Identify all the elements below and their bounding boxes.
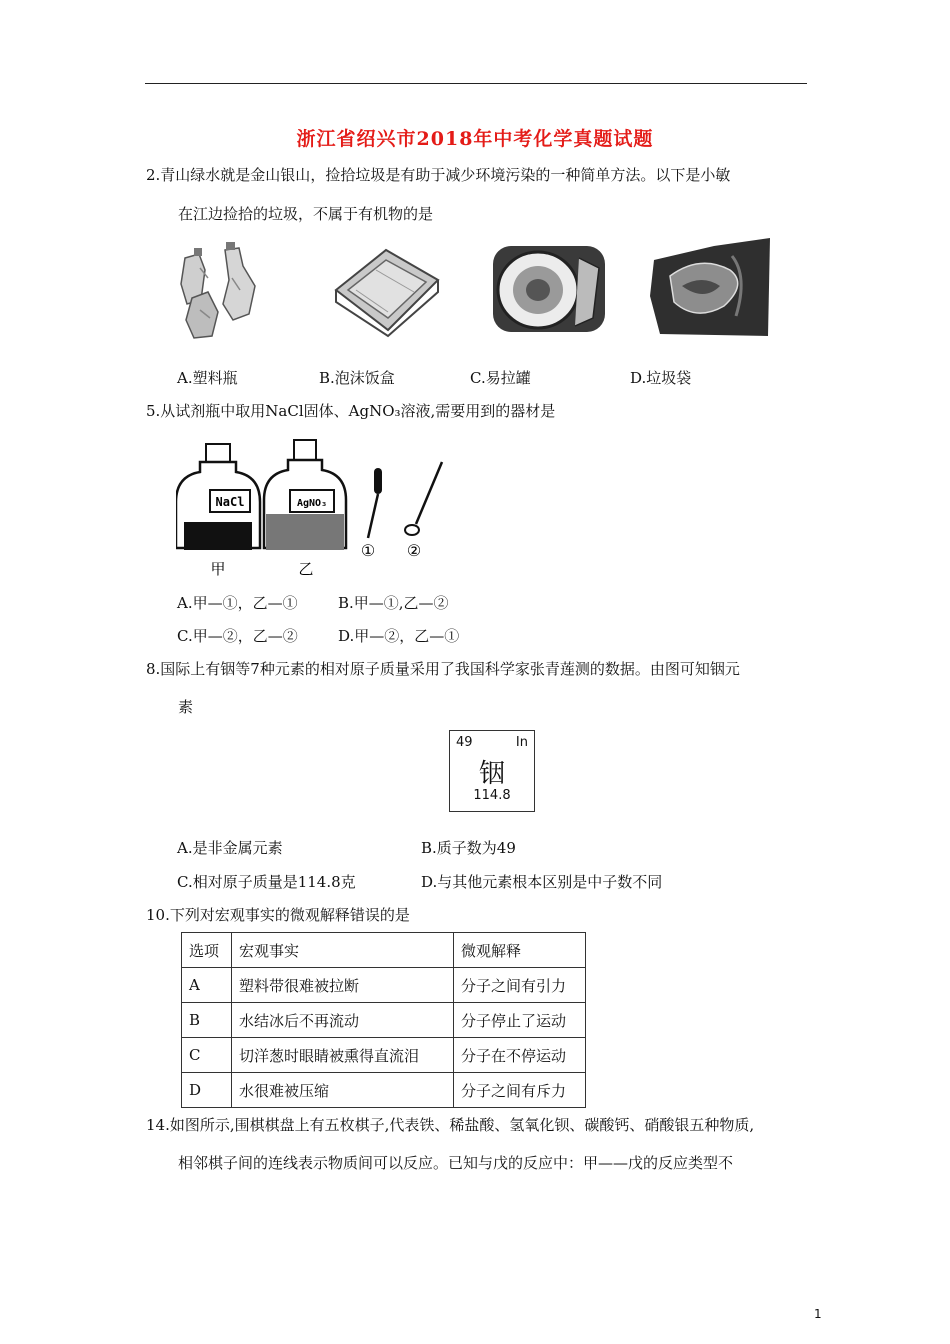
bottle1-label: NaCl bbox=[215, 495, 245, 509]
table-cell: 分子停止了运动 bbox=[454, 1003, 586, 1038]
q2-line1: 2.青山绿水就是金山银山，捡拾垃圾是有助于减少环境污染的一种简单方法。以下是小敏 bbox=[146, 166, 731, 184]
nacl-bottle bbox=[176, 444, 260, 550]
table-cell: C bbox=[182, 1038, 232, 1073]
tool1-label: ① bbox=[360, 541, 376, 560]
q2-option-a: A.塑料瓶 bbox=[177, 369, 238, 387]
q8-option-a: A.是非金属元素 bbox=[177, 839, 283, 857]
q14-line2: 相邻棋子间的连线表示物质间可以反应。已知与戊的反应中：甲——戊的反应类型不 bbox=[178, 1154, 734, 1172]
q8-option-d: D.与其他元素根本区别是中子数不同 bbox=[421, 873, 663, 891]
dropper-tool bbox=[368, 468, 382, 538]
header-cell: 宏观事实 bbox=[232, 933, 454, 968]
header-cell: 微观解释 bbox=[454, 933, 586, 968]
q2-option-d: D.垃圾袋 bbox=[630, 369, 692, 387]
q5-option-c: C.甲—②，乙—② bbox=[177, 627, 298, 645]
element-symbol: In bbox=[515, 735, 528, 750]
page-number: 1 bbox=[814, 1307, 822, 1321]
q5-line1: 5.从试剂瓶中取用NaCl固体、AgNO₃溶液,需要用到的器材是 bbox=[146, 402, 556, 420]
element-card-indium bbox=[449, 730, 535, 812]
table-cell: B bbox=[182, 1003, 232, 1038]
q5-option-a: A.甲—①，乙—① bbox=[177, 594, 298, 612]
table-cell: A bbox=[182, 968, 232, 1003]
q8-line1: 8.国际上有铟等7种元素的相对原子质量采用了我国科学家张青莲测的数据。由图可知铟元 bbox=[146, 660, 740, 678]
q5-option-b: B.甲—①,乙—② bbox=[338, 594, 449, 612]
table-cell: 水很难被压缩 bbox=[232, 1073, 454, 1108]
table-cell: 水结冰后不再流动 bbox=[232, 1003, 454, 1038]
page-title: 浙江省绍兴市2018年中考化学真题试题 bbox=[296, 128, 654, 150]
reagent-bottles-figure bbox=[176, 438, 466, 580]
tool2-label: ② bbox=[406, 541, 422, 560]
bottle1-name: 甲 bbox=[210, 560, 226, 578]
garbage-bag-image bbox=[642, 236, 774, 340]
table-cell: 分子之间有斥力 bbox=[454, 1073, 586, 1108]
table-header-row bbox=[182, 933, 586, 968]
table-cell: D bbox=[182, 1073, 232, 1108]
table-row bbox=[182, 1038, 586, 1073]
q8-option-b: B.质子数为49 bbox=[421, 839, 516, 857]
atomic-number: 49 bbox=[456, 735, 473, 750]
table-row bbox=[182, 1073, 586, 1108]
q8-line2: 素 bbox=[178, 698, 194, 716]
header-cell: 选项 bbox=[182, 933, 232, 968]
table-row bbox=[182, 968, 586, 1003]
table-cell: 分子之间有引力 bbox=[454, 968, 586, 1003]
spoon-tool bbox=[405, 462, 442, 535]
table-cell: 塑料带很难被拉断 bbox=[232, 968, 454, 1003]
q2-line2: 在江边捡拾的垃圾，不属于有机物的是 bbox=[178, 205, 434, 223]
bottle2-name: 乙 bbox=[298, 560, 314, 578]
agno3-bottle bbox=[264, 440, 346, 550]
foam-box-image bbox=[326, 240, 444, 338]
q2-option-c: C.易拉罐 bbox=[470, 369, 531, 387]
q2-option-b: B.泡沫饭盒 bbox=[319, 369, 395, 387]
table-cell: 分子在不停运动 bbox=[454, 1038, 586, 1073]
atomic-mass: 114.8 bbox=[473, 788, 511, 803]
bottle2-label: AgNO₃ bbox=[296, 498, 328, 509]
q10-line1: 10.下列对宏观事实的微观解释错误的是 bbox=[146, 906, 410, 924]
q5-option-d: D.甲—②，乙—① bbox=[338, 627, 460, 645]
table-row bbox=[182, 1003, 586, 1038]
plastic-bottles-image bbox=[170, 238, 260, 343]
element-name: 铟 bbox=[478, 759, 505, 789]
q8-option-c: C.相对原子质量是114.8克 bbox=[177, 873, 356, 891]
q10-table bbox=[181, 932, 586, 1108]
table-cell: 切洋葱时眼睛被熏得直流泪 bbox=[232, 1038, 454, 1073]
header-rule bbox=[145, 83, 807, 84]
can-image bbox=[483, 238, 613, 338]
q14-line1: 14.如图所示,围棋棋盘上有五枚棋子,代表铁、稀盐酸、氢氧化钡、碳酸钙、硝酸银五种物质, bbox=[146, 1116, 755, 1134]
